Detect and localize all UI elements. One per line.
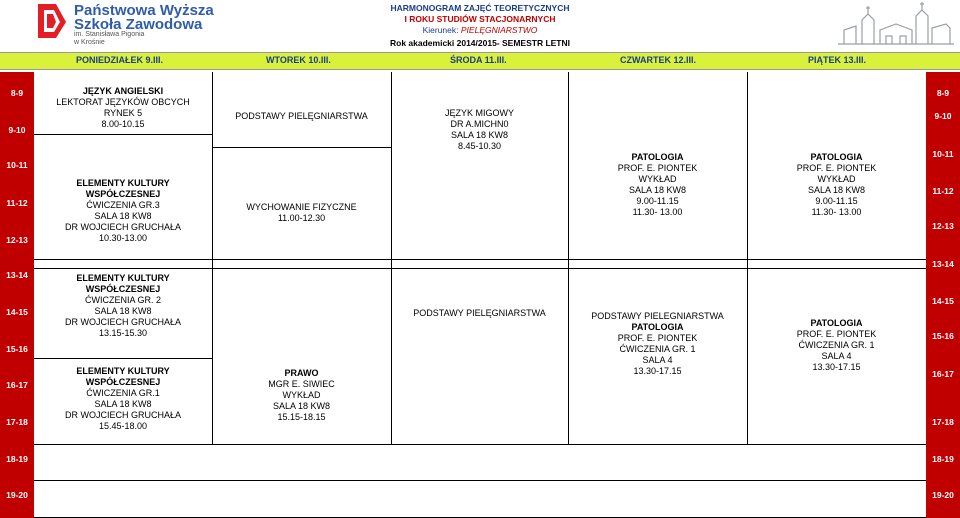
university-logo — [36, 2, 236, 46]
time-slot: 17-18 — [6, 417, 28, 427]
time-slot: 9-10 — [8, 125, 26, 135]
time-slot: 18-19 — [6, 454, 28, 464]
day-tuesday: WTOREK 10.III. — [266, 55, 331, 65]
time-column-left — [0, 72, 34, 518]
time-slot: 12-13 — [6, 235, 28, 245]
monday-english: JĘZYK ANGIELSKI LEKTORAT JĘZYKÓW OBCYCH RYNEK 5 8.00-10.15 — [56, 86, 190, 129]
time-slot: 13-14 — [6, 270, 28, 280]
church-skyline-icon — [836, 0, 956, 46]
tuesday-law: PRAWO MGR E. SIWIEC WYKŁAD SALA 18 KW8 15.15-18.15 — [268, 368, 335, 422]
logo-patron: im. Stanisława Pigonia w Krośnie — [74, 31, 145, 46]
time-slot: 13-14 — [932, 259, 954, 269]
time-column-right — [926, 72, 960, 518]
university-emblem-icon — [36, 2, 68, 40]
row-separator — [34, 259, 926, 260]
day-separator — [747, 72, 748, 444]
time-slot: 14-15 — [932, 296, 954, 306]
schedule-title — [330, 3, 630, 36]
wednesday-nursing-basics: PODSTAWY PIELĘGNIARSTWA — [413, 308, 546, 318]
tuesday-block-separator — [212, 147, 391, 148]
monday-culture-gr2: ELEMENTY KULTURY WSPÓŁCZESNEJ ĆWICZENIA GR. 2 SALA 18 KW8 DR WOJCIECH GRUCHAŁA 13.15-15.30 — [64, 273, 181, 338]
kierunek-value: PIELĘGNIARSTWO — [460, 25, 538, 35]
kierunek — [330, 25, 630, 36]
time-slot: 18-19 — [932, 454, 954, 464]
time-slot: 8-9 — [10, 88, 24, 98]
thursday-pathology-lecture: PATOLOGIA PROF. E. PIONTEK WYKŁAD SALA 18 KW8 9.00-11.15 11.30- 13.00 — [617, 152, 698, 217]
schedule-grid — [0, 72, 960, 518]
friday-pathology-exercise: PATOLOGIA PROF. E. PIONTEK ĆWICZENIA GR. 1 SALA 4 13.30-17.15 — [796, 318, 877, 372]
tuesday-pe: WYCHOWANIE FIZYCZNE 11.00-12.30 — [246, 202, 357, 223]
day-separator — [212, 72, 213, 444]
tuesday-nursing-basics: PODSTAWY PIELĘGNIARSTWA — [235, 111, 368, 121]
time-slot: 15-16 — [932, 331, 954, 341]
title-line2: I ROKU STUDIÓW STACJONARNYCH — [404, 14, 556, 24]
day-thursday: CZWARTEK 12.III. — [620, 55, 697, 65]
time-slot: 11-12 — [932, 186, 954, 196]
day-wednesday: ŚRODA 11.III. — [450, 55, 507, 65]
time-slot: 19-20 — [6, 490, 28, 500]
time-slot: 9-10 — [934, 111, 952, 121]
row-separator — [34, 480, 926, 481]
row-separator — [34, 444, 926, 445]
monday-block-separator — [34, 134, 212, 135]
time-slot: 10-11 — [6, 160, 28, 170]
day-separator — [391, 72, 392, 444]
wednesday-sign-language: JĘZYK MIGOWY DR A.MICHN0 SALA 18 KW8 8.45-10.30 — [444, 108, 514, 151]
time-slot: 11-12 — [6, 198, 28, 208]
time-slot: 8-9 — [936, 88, 950, 98]
logo-name-line1: Państwowa Wyższa — [74, 2, 214, 19]
time-slot: 14-15 — [6, 307, 28, 317]
time-slot: 19-20 — [932, 490, 954, 500]
time-slot: 17-18 — [932, 417, 954, 427]
day-separator — [568, 72, 569, 444]
time-slot: 10-11 — [932, 149, 954, 159]
friday-pathology-lecture: PATOLOGIA PROF. E. PIONTEK WYKŁAD SALA 18 KW8 9.00-11.15 11.30- 13.00 — [796, 152, 877, 217]
kierunek-label: Kierunek: — [422, 25, 459, 35]
thursday-pathology-exercise: PODSTAWY PIELEGNIARSTWA PATOLOGIA PROF. E. PIONTEK ĆWICZENIA GR. 1 SALA 4 13.30-17.15 — [591, 311, 724, 376]
logo-name-line2: Szkoła Zawodowa — [74, 16, 203, 33]
time-slot: 16-17 — [6, 380, 28, 390]
time-slot: 15-16 — [6, 344, 28, 354]
time-slot: 16-17 — [932, 369, 954, 379]
monday-block-separator — [34, 358, 212, 359]
day-monday: PONIEDZIAŁEK 9.III. — [76, 55, 164, 65]
academic-year: Rok akademicki 2014/2015- SEMESTR LETNI — [390, 38, 570, 48]
monday-culture-gr1: ELEMENTY KULTURY WSPÓŁCZESNEJ ĆWICZENIA GR.1 SALA 18 KW8 DR WOJCIECH GRUCHAŁA 15.45-18.00 — [64, 366, 181, 431]
title-line1: HARMONOGRAM ZAJĘĆ TEORETYCZNYCH — [390, 3, 570, 13]
days-header — [0, 52, 960, 70]
day-friday: PIĄTEK 13.III. — [808, 55, 867, 65]
schedule-header — [0, 0, 960, 57]
time-slot: 12-13 — [932, 221, 954, 231]
monday-culture-gr3: ELEMENTY KULTURY WSPÓŁCZESNEJ ĆWICZENIA GR.3 SALA 18 KW8 DR WOJCIECH GRUCHAŁA 10.30-13.00 — [64, 178, 181, 243]
row-separator — [34, 268, 926, 269]
